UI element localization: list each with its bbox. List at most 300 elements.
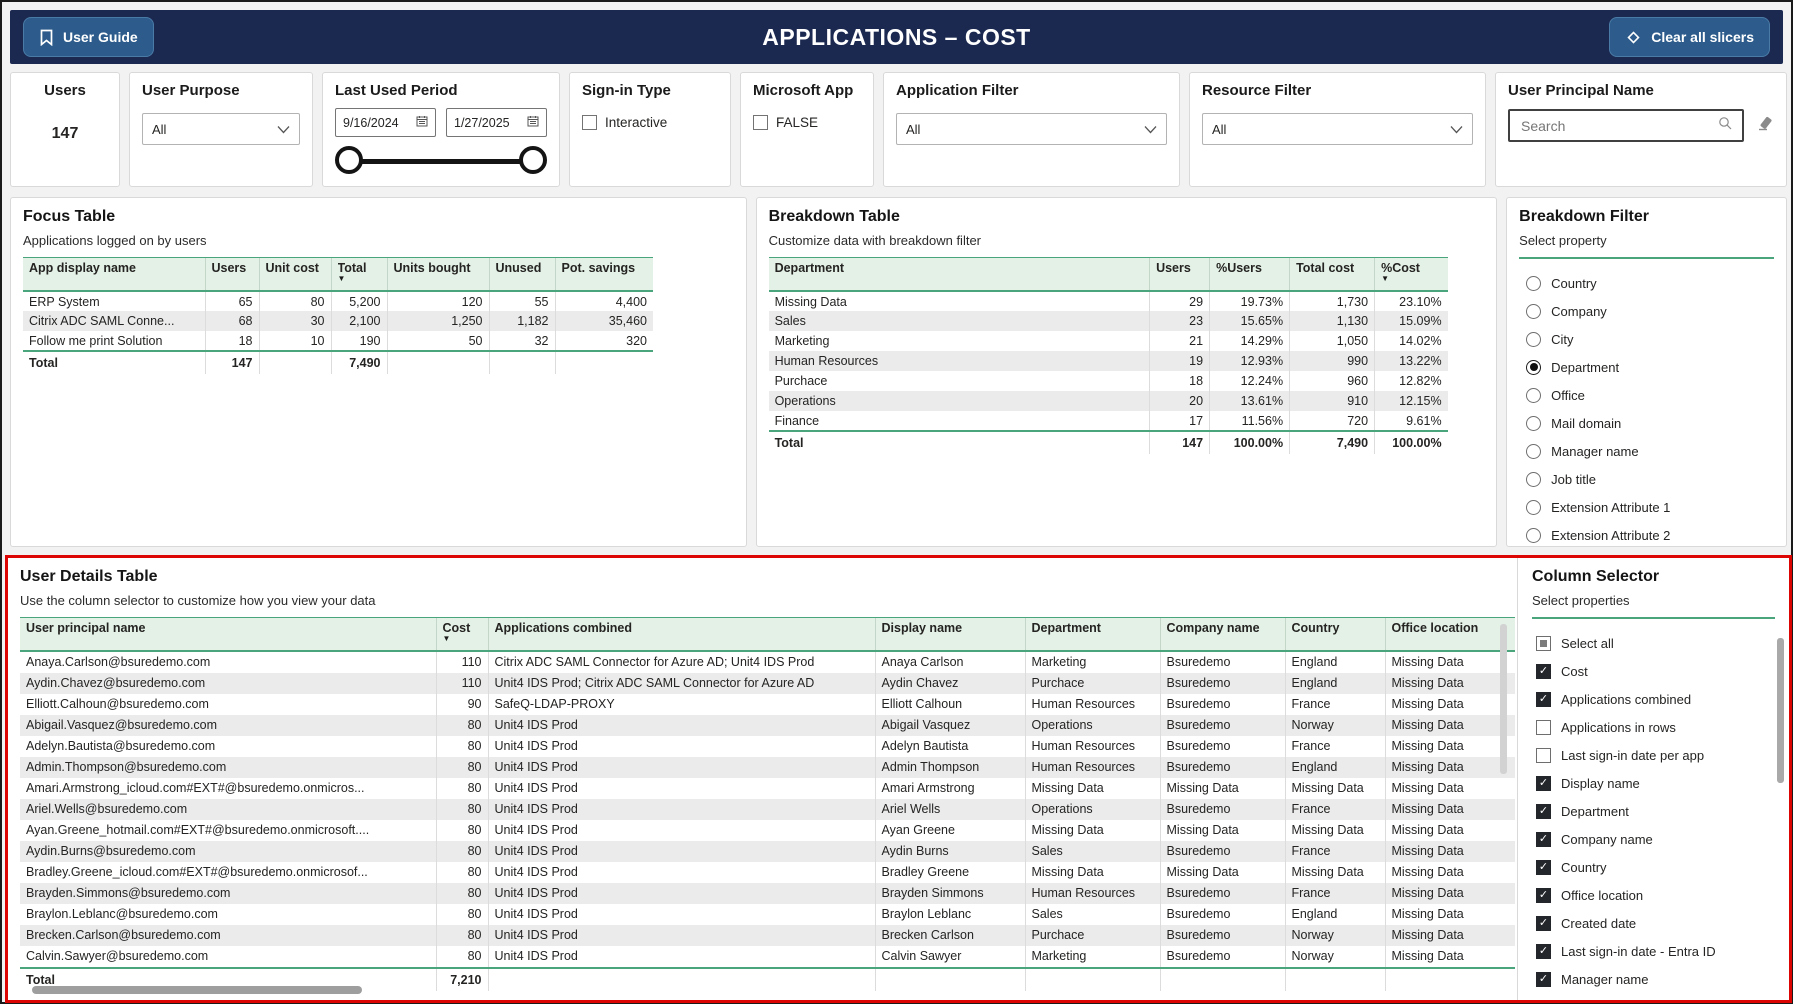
sort-descending-icon: ▼ <box>337 274 346 283</box>
checkbox-label: Created date <box>1561 915 1637 931</box>
column-selector-scrollbar-thumb[interactable] <box>1777 638 1784 783</box>
radio-label: Extension Attribute 2 <box>1551 527 1671 543</box>
column-header-user-principal-name[interactable] <box>20 618 436 652</box>
total-cell: Total <box>23 351 205 374</box>
radio-label: Mail domain <box>1551 415 1622 431</box>
radio-option-extension-attribute-1[interactable] <box>1519 493 1774 521</box>
cell: 80 <box>436 946 488 968</box>
horizontal-scrollbar-thumb[interactable] <box>32 986 362 994</box>
cell: Missing Data <box>1385 883 1515 904</box>
cell: Unit4 IDS Prod <box>488 799 875 820</box>
cell: France <box>1285 883 1385 904</box>
slider-handle-end[interactable] <box>519 146 547 174</box>
cell: Missing Data <box>1385 946 1515 968</box>
breakdown-table-title: Breakdown Table <box>768 208 900 225</box>
column-header-cost[interactable] <box>436 618 488 652</box>
slider-handle-start[interactable] <box>335 146 363 174</box>
cell: Admin Thompson <box>875 757 1025 778</box>
cell: France <box>1285 736 1385 757</box>
cell: 720 <box>1290 411 1375 431</box>
cell: Unit4 IDS Prod <box>488 715 875 736</box>
column-selector-title: Column Selector <box>1532 568 1660 585</box>
checkbox-label: Applications in rows <box>1561 719 1676 735</box>
cell: 910 <box>1290 391 1375 411</box>
table-row[interactable] <box>769 411 1448 431</box>
column-header-applications-combined[interactable] <box>488 618 875 652</box>
user-details-title: User Details Table <box>20 568 158 585</box>
cell: Aydin Chavez <box>875 673 1025 694</box>
upn-search-box[interactable] <box>1508 109 1744 142</box>
cell: Unit4 IDS Prod <box>488 820 875 841</box>
page-title: APPLICATIONS – COST <box>762 23 1031 50</box>
cell: 50 <box>387 331 489 351</box>
cell: Missing Data <box>1385 757 1515 778</box>
table-row[interactable] <box>20 757 1515 778</box>
user-purpose-slicer <box>129 72 313 187</box>
cell: Sales <box>1025 841 1160 862</box>
table-row[interactable] <box>769 371 1448 391</box>
checkbox[interactable]: ✓ <box>1536 664 1551 679</box>
table-row[interactable] <box>20 736 1515 757</box>
search-icon <box>1718 116 1733 136</box>
column-header-units-bought[interactable] <box>387 258 489 292</box>
cell: 80 <box>436 715 488 736</box>
table-row[interactable] <box>23 291 653 311</box>
cell: Unit4 IDS Prod; Citrix ADC SAML Connector for Azure AD <box>488 673 875 694</box>
table-row[interactable] <box>769 291 1448 311</box>
interactive-label: Interactive <box>605 115 668 130</box>
cell: 12.15% <box>1375 391 1448 411</box>
column-header-label: Display name <box>881 621 963 635</box>
interactive-checkbox[interactable] <box>582 115 597 130</box>
cell: Bsuredemo <box>1160 673 1285 694</box>
cell: England <box>1285 904 1385 925</box>
user-details-table <box>20 617 1515 991</box>
cell: 120 <box>387 291 489 311</box>
slicer-row <box>10 72 1787 187</box>
resource-filter-value: All <box>1212 121 1227 137</box>
column-header--cost[interactable] <box>1375 258 1448 292</box>
column-header-total-cost[interactable] <box>1290 258 1375 292</box>
cell: Missing Data <box>1385 694 1515 715</box>
column-header-label: Unit cost <box>265 261 319 275</box>
cell: Missing Data <box>1160 820 1285 841</box>
checkbox-label: Applications combined <box>1561 691 1692 707</box>
cell: Human Resources <box>1025 694 1160 715</box>
radio-button[interactable] <box>1526 360 1541 375</box>
cell: 960 <box>1290 371 1375 391</box>
checkbox-option-department[interactable] <box>1532 797 1775 825</box>
cell: Braylon Leblanc <box>875 904 1025 925</box>
column-header-label: Units bought <box>393 261 471 275</box>
focus-table-title: Focus Table <box>23 208 116 225</box>
cell: 990 <box>1290 351 1375 371</box>
checkbox-option-manager-name[interactable] <box>1532 965 1775 993</box>
radio-option-office[interactable] <box>1519 381 1774 409</box>
radio-label: Company <box>1551 303 1607 319</box>
cell: Missing Data <box>1385 862 1515 883</box>
cell: 80 <box>436 925 488 946</box>
cell: Anaya Carlson <box>875 651 1025 673</box>
clear-all-slicers-button[interactable] <box>1609 17 1770 57</box>
sign-in-type-label: Sign-in Type <box>582 82 671 99</box>
checkbox-label: Display name <box>1561 775 1640 791</box>
checkbox[interactable]: ✓ <box>1536 692 1551 707</box>
cell: 29 <box>1150 291 1210 311</box>
table-row[interactable] <box>20 673 1515 694</box>
breakdown-filter-options <box>1519 269 1774 549</box>
users-label: Users <box>44 82 86 99</box>
checkbox-option-applications-in-rows[interactable] <box>1532 713 1775 741</box>
cell: Ayan.Greene_hotmail.com#EXT#@bsuredemo.onmicrosoft.... <box>26 823 370 837</box>
checkbox[interactable]: ✓ <box>1536 832 1551 847</box>
cell: 12.82% <box>1375 371 1448 391</box>
checkbox-label: Select all <box>1561 635 1614 651</box>
checkbox[interactable]: ✓ <box>1536 804 1551 819</box>
checkbox[interactable]: ✓ <box>1536 944 1551 959</box>
slider-track <box>348 159 534 164</box>
table-row[interactable] <box>20 904 1515 925</box>
bookmark-icon <box>39 29 54 46</box>
column-header-users[interactable] <box>1150 258 1210 292</box>
checkbox[interactable] <box>1536 720 1551 735</box>
checkbox-option-country[interactable] <box>1532 853 1775 881</box>
breakdown-table <box>769 257 1448 454</box>
vertical-scrollbar-thumb[interactable] <box>1500 624 1507 774</box>
focus-table-subtitle: Applications logged on by users <box>23 233 207 248</box>
table-row[interactable] <box>20 883 1515 904</box>
total-cell <box>1025 968 1160 991</box>
cell: 80 <box>436 904 488 925</box>
end-date-field[interactable] <box>446 108 547 137</box>
cell: Missing Data <box>1285 862 1385 883</box>
date-range-slider <box>335 144 547 180</box>
last-used-period-label: Last Used Period <box>335 82 458 99</box>
radio-option-job-title[interactable] <box>1519 465 1774 493</box>
radio-button[interactable] <box>1526 416 1541 431</box>
resource-filter-dropdown[interactable] <box>1202 113 1473 145</box>
column-header-department[interactable] <box>769 258 1150 292</box>
cell: Bsuredemo <box>1160 925 1285 946</box>
table-row[interactable] <box>20 799 1515 820</box>
table-row[interactable] <box>20 820 1515 841</box>
cell: Unit4 IDS Prod <box>488 946 875 968</box>
header-row <box>20 618 1515 652</box>
total-cell <box>489 351 555 374</box>
start-date-value: 9/16/2024 <box>343 115 399 130</box>
table-row[interactable] <box>20 862 1515 883</box>
cell: 30 <box>259 311 331 331</box>
checkbox-option-display-name[interactable] <box>1532 769 1775 797</box>
radio-option-extension-attribute-2[interactable] <box>1519 521 1774 549</box>
cell: Brecken Carlson <box>875 925 1025 946</box>
checkbox-label: Office location <box>1561 887 1644 903</box>
cell: ERP System <box>29 294 100 309</box>
checkbox-option-last-sign-in-date-per-app[interactable] <box>1532 741 1775 769</box>
cell: 2,100 <box>331 311 387 331</box>
checkbox[interactable]: ✓ <box>1536 916 1551 931</box>
users-count-card <box>10 72 120 187</box>
cell: Amari Armstrong <box>875 778 1025 799</box>
radio-label: Manager name <box>1551 443 1639 459</box>
cell: 17 <box>1150 411 1210 431</box>
checkbox-option-last-sign-in-date-entra-id[interactable] <box>1532 937 1775 965</box>
cell: Aydin.Burns@bsuredemo.com <box>20 841 436 862</box>
cell: Bsuredemo <box>1160 736 1285 757</box>
cell: Missing Data <box>1385 673 1515 694</box>
total-cell <box>875 968 1025 991</box>
checkbox-option-select-all[interactable] <box>1532 629 1775 657</box>
cell: Missing Data <box>1160 778 1285 799</box>
radio-button[interactable] <box>1526 500 1541 515</box>
checkbox[interactable]: ✓ <box>1536 972 1551 987</box>
cell: 1,182 <box>489 311 555 331</box>
checkbox-label: Department <box>1561 803 1629 819</box>
column-header-office-location[interactable] <box>1385 618 1515 652</box>
column-header-unused[interactable] <box>489 258 555 292</box>
table-row[interactable] <box>20 651 1515 673</box>
radio-option-company[interactable] <box>1519 297 1774 325</box>
cell: 19.73% <box>1210 291 1290 311</box>
cell: Abigail.Vasquez@bsuredemo.com <box>20 715 436 736</box>
search-input[interactable] <box>1519 117 1718 135</box>
table-row[interactable] <box>769 391 1448 411</box>
user-principal-name-slicer <box>1495 72 1787 187</box>
radio-button[interactable] <box>1526 472 1541 487</box>
cell: 80 <box>436 841 488 862</box>
radio-option-country[interactable] <box>1519 269 1774 297</box>
radio-option-department[interactable] <box>1519 353 1774 381</box>
radio-button[interactable] <box>1526 528 1541 543</box>
cell: Unit4 IDS Prod <box>488 757 875 778</box>
cell: Bsuredemo <box>1160 946 1285 968</box>
cell: 20 <box>1150 391 1210 411</box>
table-row[interactable] <box>769 351 1448 371</box>
chevron-down-icon <box>277 122 290 137</box>
cell: 4,400 <box>555 291 653 311</box>
cell: 80 <box>436 778 488 799</box>
cell: France <box>1285 841 1385 862</box>
cell: Missing Data <box>1385 925 1515 946</box>
radio-option-city[interactable] <box>1519 325 1774 353</box>
cell: 18 <box>1150 371 1210 391</box>
total-cell <box>555 351 653 374</box>
cell: Amari.Armstrong_icloud.com#EXT#@bsuredemo.onmicros... <box>26 781 365 795</box>
cell: Unit4 IDS Prod <box>488 904 875 925</box>
total-row <box>23 351 653 374</box>
cell: Unit4 IDS Prod <box>488 841 875 862</box>
cell: 80 <box>436 736 488 757</box>
checkbox[interactable] <box>1536 748 1551 763</box>
table-row[interactable] <box>20 946 1515 968</box>
checkbox-label: Manager name <box>1561 971 1649 987</box>
cell: 10 <box>259 331 331 351</box>
column-header-label: Cost <box>442 621 471 635</box>
checkbox[interactable]: ✓ <box>1536 776 1551 791</box>
cell: 15.65% <box>1210 311 1290 331</box>
checkbox-option-company-name[interactable] <box>1532 825 1775 853</box>
column-header-app-display-name[interactable] <box>23 258 205 292</box>
cell: Missing Data <box>1385 736 1515 757</box>
cell: 68 <box>205 311 259 331</box>
cell: Missing Data <box>1385 904 1515 925</box>
cell: Bsuredemo <box>1160 904 1285 925</box>
application-filter-value: All <box>906 121 921 137</box>
checkbox[interactable]: ✓ <box>1536 860 1551 875</box>
radio-button[interactable] <box>1526 276 1541 291</box>
user-details-section-highlighted <box>5 555 1792 1003</box>
user-purpose-dropdown[interactable] <box>142 113 300 145</box>
radio-option-manager-name[interactable] <box>1519 437 1774 465</box>
column-header-department[interactable] <box>1025 618 1160 652</box>
application-filter-slicer <box>883 72 1180 187</box>
cell: Norway <box>1285 925 1385 946</box>
cell: Marketing <box>1025 946 1160 968</box>
user-guide-button[interactable] <box>23 17 154 57</box>
cell: Marketing <box>1025 651 1160 673</box>
cell: 12.93% <box>1210 351 1290 371</box>
column-header-display-name[interactable] <box>875 618 1025 652</box>
checkbox-label: Company name <box>1561 831 1653 847</box>
total-cell: 147 <box>1150 431 1210 454</box>
start-date-field[interactable] <box>335 108 436 137</box>
cell: 21 <box>1150 331 1210 351</box>
false-checkbox-row[interactable] <box>753 115 861 130</box>
total-cell <box>387 351 489 374</box>
cell: Adelyn Bautista <box>875 736 1025 757</box>
green-divider <box>1519 257 1774 259</box>
column-header-label: Total cost <box>1296 261 1355 275</box>
column-header-label: User principal name <box>26 621 146 635</box>
checkbox[interactable] <box>1536 636 1551 651</box>
sort-descending-icon: ▼ <box>1381 274 1389 283</box>
cell: 11.56% <box>1210 411 1290 431</box>
cell: 110 <box>436 651 488 673</box>
column-header-label: Applications combined <box>494 621 633 635</box>
eraser-icon[interactable] <box>1756 114 1774 137</box>
radio-label: Department <box>1551 359 1620 375</box>
cell: Operations <box>769 391 1150 411</box>
cell: Elliott Calhoun <box>875 694 1025 715</box>
cell: Purchace <box>774 374 828 388</box>
cell: Bradley Greene <box>875 862 1025 883</box>
checkbox-option-cost[interactable] <box>1532 657 1775 685</box>
cell: England <box>1285 757 1385 778</box>
table-row[interactable] <box>769 331 1448 351</box>
breakdown-filter-card <box>1506 197 1787 547</box>
breakdown-table-subtitle: Customize data with breakdown filter <box>768 233 982 248</box>
column-header-label: Company name <box>1166 621 1260 635</box>
resource-filter-slicer <box>1189 72 1486 187</box>
total-row <box>769 431 1448 454</box>
checkbox-label: Cost <box>1561 663 1588 679</box>
column-header-country[interactable] <box>1285 618 1385 652</box>
column-header-unit-cost[interactable] <box>259 258 331 292</box>
cell: Human Resources <box>1025 883 1160 904</box>
cell: Sales <box>1025 904 1160 925</box>
table-row[interactable] <box>20 841 1515 862</box>
column-header-pot-savings[interactable] <box>555 258 653 292</box>
column-header-company-name[interactable] <box>1160 618 1285 652</box>
cell: 15.09% <box>1375 311 1448 331</box>
checkbox-option-applications-combined[interactable] <box>1532 685 1775 713</box>
top-bar <box>10 10 1783 64</box>
cell: 14.29% <box>1210 331 1290 351</box>
radio-button[interactable] <box>1526 388 1541 403</box>
table-row[interactable] <box>20 925 1515 946</box>
focus-table <box>23 257 653 374</box>
cell: Brecken.Carlson@bsuredemo.com <box>20 925 436 946</box>
cell: 80 <box>436 883 488 904</box>
user-purpose-label: User Purpose <box>142 82 240 99</box>
resource-filter-label: Resource Filter <box>1202 82 1312 99</box>
clear-all-slicers-label: Clear all slicers <box>1651 29 1754 45</box>
table-row[interactable] <box>20 715 1515 736</box>
microsoft-app-slicer <box>740 72 874 187</box>
cell: France <box>1285 694 1385 715</box>
table-row[interactable] <box>769 311 1448 331</box>
checkbox-option-office-location[interactable] <box>1532 881 1775 909</box>
column-header--users[interactable] <box>1210 258 1290 292</box>
table-row[interactable] <box>23 331 653 351</box>
checkbox[interactable]: ✓ <box>1536 888 1551 903</box>
cell: 13.22% <box>1375 351 1448 371</box>
cell: Citrix ADC SAML Conne... <box>23 311 205 331</box>
cell: Missing Data <box>1285 820 1385 841</box>
cell: Missing Data <box>1385 651 1515 673</box>
cell: 80 <box>436 757 488 778</box>
radio-label: Extension Attribute 1 <box>1551 499 1671 515</box>
cell: Marketing <box>774 334 830 348</box>
chevron-down-icon <box>1144 122 1157 137</box>
radio-button[interactable] <box>1526 304 1541 319</box>
table-row[interactable] <box>23 311 653 331</box>
radio-label: Job title <box>1551 471 1596 487</box>
table-row[interactable] <box>20 694 1515 715</box>
cell: Follow me print Solution <box>29 333 163 348</box>
column-header-users[interactable] <box>205 258 259 292</box>
cell: Human Resources <box>1025 757 1160 778</box>
cell: 320 <box>555 331 653 351</box>
cell: 12.24% <box>1210 371 1290 391</box>
application-filter-dropdown[interactable] <box>896 113 1167 145</box>
header-row <box>23 258 653 292</box>
cell: 5,200 <box>331 291 387 311</box>
cell: Braylon.Leblanc@bsuredemo.com <box>26 907 218 921</box>
cell: Anaya.Carlson@bsuredemo.com <box>26 655 211 669</box>
column-header-label: Department <box>1031 621 1101 635</box>
cell: Bsuredemo <box>1160 715 1285 736</box>
end-date-value: 1/27/2025 <box>454 115 510 130</box>
cell: Operations <box>1025 799 1160 820</box>
cell: 80 <box>436 799 488 820</box>
radio-option-mail-domain[interactable] <box>1519 409 1774 437</box>
table-row[interactable] <box>20 778 1515 799</box>
column-selector-subtitle: Select properties <box>1532 593 1630 608</box>
cell: 23 <box>1150 311 1210 331</box>
radio-button[interactable] <box>1526 332 1541 347</box>
total-cell: 7,490 <box>1290 431 1375 454</box>
cell: Bsuredemo <box>1160 757 1285 778</box>
column-header-total[interactable] <box>331 258 387 292</box>
false-checkbox[interactable] <box>753 115 768 130</box>
column-header-label: Users <box>211 261 247 275</box>
checkbox-option-created-date[interactable] <box>1532 909 1775 937</box>
cell: 35,460 <box>555 311 653 331</box>
calendar-icon <box>416 115 428 130</box>
interactive-checkbox-row[interactable] <box>582 115 718 130</box>
radio-button[interactable] <box>1526 444 1541 459</box>
